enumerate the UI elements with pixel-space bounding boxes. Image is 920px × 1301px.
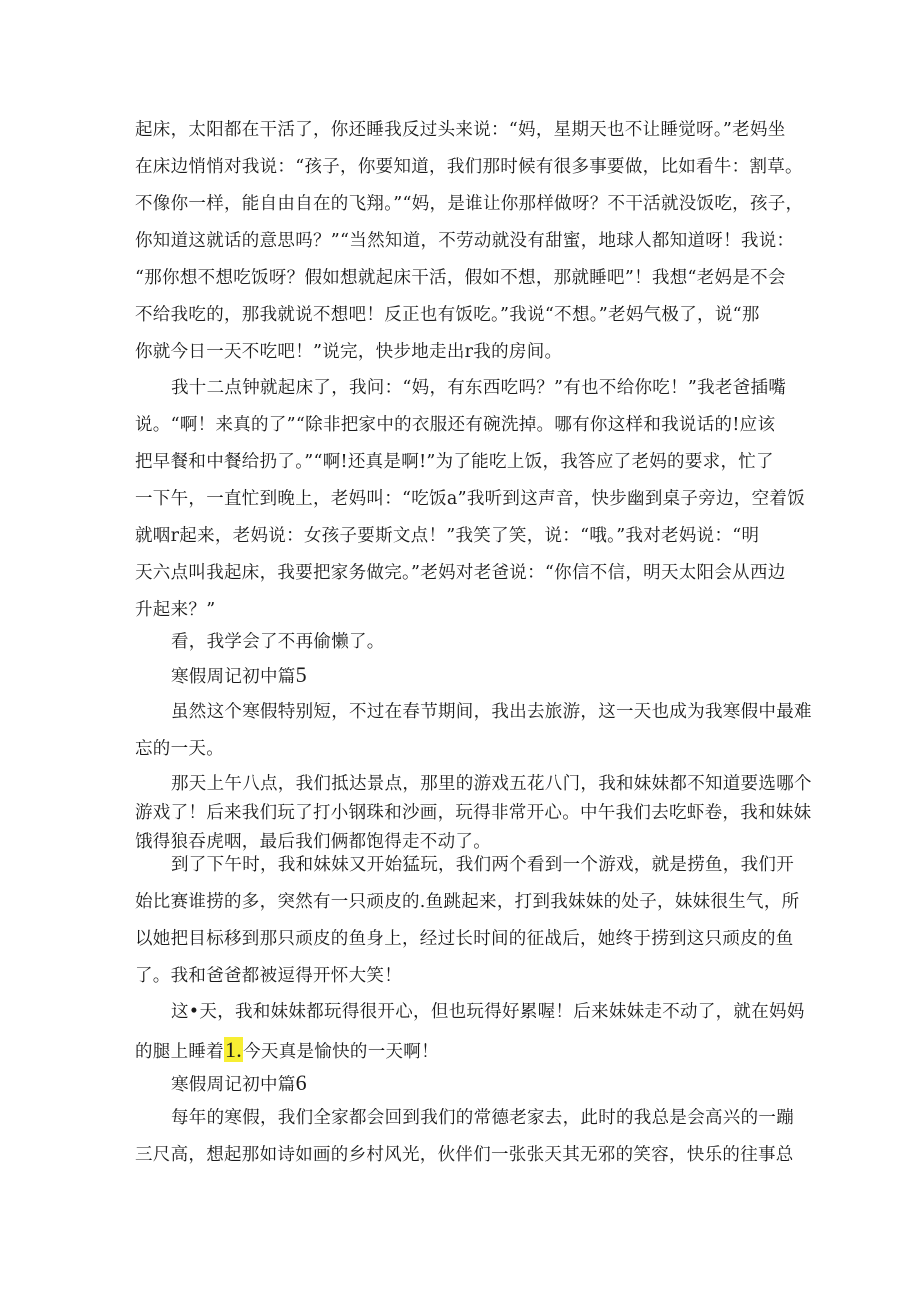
text-line: 天六点叫我起床，我要把家务做完。”老妈对老爸说：“你信不信，明天太阳会从西边 xyxy=(135,563,786,583)
text-line: 升起来？” xyxy=(135,600,216,620)
paragraph-8 xyxy=(135,1100,794,1174)
text-line: 说。“啊！来真的了”“除非把家中的衣服还有碗洗掉。哪有你这样和我说话的!应该 xyxy=(135,415,776,435)
text-line: 我十二点钟就起床了，我问：“妈，有东西吃吗？”有也不给你吃！”我老爸插嘴 xyxy=(171,378,787,398)
heading-number: 5 xyxy=(295,662,307,687)
text-line: 这•天，我和妹妹都玩得很开心，但也玩得好累喔！后来妹妹走不动了，就在妈妈 xyxy=(171,1002,805,1022)
section-heading-5 xyxy=(171,660,307,692)
text-line: 看，我学会了不再偷懒了。 xyxy=(171,632,385,652)
text-line: 你就今日一天不吃吧！”说完，快步地走出r我的房间。 xyxy=(135,342,563,362)
text-line: 游戏了！后来我们玩了打小钢珠和沙画，玩得非常开心。中午我们去吃虾卷，我和妹妹 xyxy=(135,803,812,823)
text-segment: 的腿上睡着 xyxy=(135,1042,224,1062)
heading-text: 寒假周记初中篇 xyxy=(171,667,296,687)
text-line xyxy=(135,1031,785,1068)
paragraph-7 xyxy=(135,994,805,1068)
heading-number: 6 xyxy=(295,1070,307,1095)
paragraph-5 xyxy=(135,770,812,857)
text-segment: 今天真是愉快的一天啊！ xyxy=(243,1042,439,1062)
text-line: 起床，太阳都在干活了，你还睡我反过头来说：“妈，星期天也不让睡觉呀。”老妈坐 xyxy=(135,120,786,140)
paragraph-3 xyxy=(135,624,785,661)
text-line: 了。我和爸爸都被逗得开怀大笑！ xyxy=(135,966,402,986)
text-line: 一下午，一直忙到晚上，老妈叫：“吃饭a”我听到这声音，快步幽到桌子旁边，空着饭 xyxy=(135,489,806,509)
text-line: 不给我吃的，那我就说不想吧！反正也有饭吃。”我说“不想。”老妈气极了，说“那 xyxy=(135,305,760,325)
paragraph-1 xyxy=(135,112,804,371)
text-line: 就咽r起来，老妈说：女孩子要斯文点！”我笑了笑，说：“哦。”我对老妈说：“明 xyxy=(135,526,760,546)
highlighted-mark: 1. xyxy=(225,1037,243,1062)
text-line: 忘的一天。 xyxy=(135,739,224,759)
text-line: “那你想不想吃饭呀？假如想就起床干活，假如不想，那就睡吧”！我想“老妈是不会 xyxy=(135,268,786,288)
text-line: 把早餐和中餐给扔了。”“啊!还真是啊!”为了能吃上饭，我答应了老妈的要求，忙了 xyxy=(135,452,774,472)
paragraph-4 xyxy=(135,694,812,768)
text-line: 每年的寒假，我们全家都会回到我们的常德老家去，此时的我总是会高兴的一蹦 xyxy=(171,1108,794,1128)
text-line: 你知道这就话的意思吗？”“当然知道，不劳动就没有甜蜜，地球人都知道呀！我说： xyxy=(135,231,795,251)
paragraph-2 xyxy=(135,370,806,629)
text-line: 不像你一样，能自由自在的飞翔。”“妈，是谁让你那样做呀？不干活就没饭吃，孩子， xyxy=(135,194,804,214)
text-line: 饿得狼吞虎咽，最后我们俩都饱得走不动了。 xyxy=(135,832,491,852)
text-line: 那天上午八点，我们抵达景点，那里的游戏五花八门，我和妹妹都不知道要选哪个 xyxy=(171,774,812,794)
text-line: 到了下午时，我和妹妹又开始猛玩，我们两个看到一个游戏，就是捞鱼，我们开 xyxy=(171,855,794,875)
text-line: 始比赛谁捞的多，突然有一只顽皮的.鱼跳起来，打到我妹妹的处子，妹妹很生气，所 xyxy=(135,892,800,912)
paragraph-6 xyxy=(135,847,800,995)
text-line: 三尺高，想起那如诗如画的乡村风光，伙伴们一张张天其无邪的笑容，快乐的往事总 xyxy=(135,1145,794,1165)
heading-text: 寒假周记初中篇 xyxy=(171,1075,296,1095)
section-heading-6 xyxy=(171,1068,307,1100)
text-line: 虽然这个寒假特别短，不过在春节期间，我出去旅游，这一天也成为我寒假中最难 xyxy=(171,702,812,722)
text-line: 在床边悄悄对我说：“孩子，你要知道，我们那时候有很多事要做，比如看牛：割草。 xyxy=(135,157,803,177)
text-line: 以她把目标移到那只顽皮的鱼身上，经过长时间的征战后，她终于捞到这只顽皮的鱼 xyxy=(135,929,794,949)
